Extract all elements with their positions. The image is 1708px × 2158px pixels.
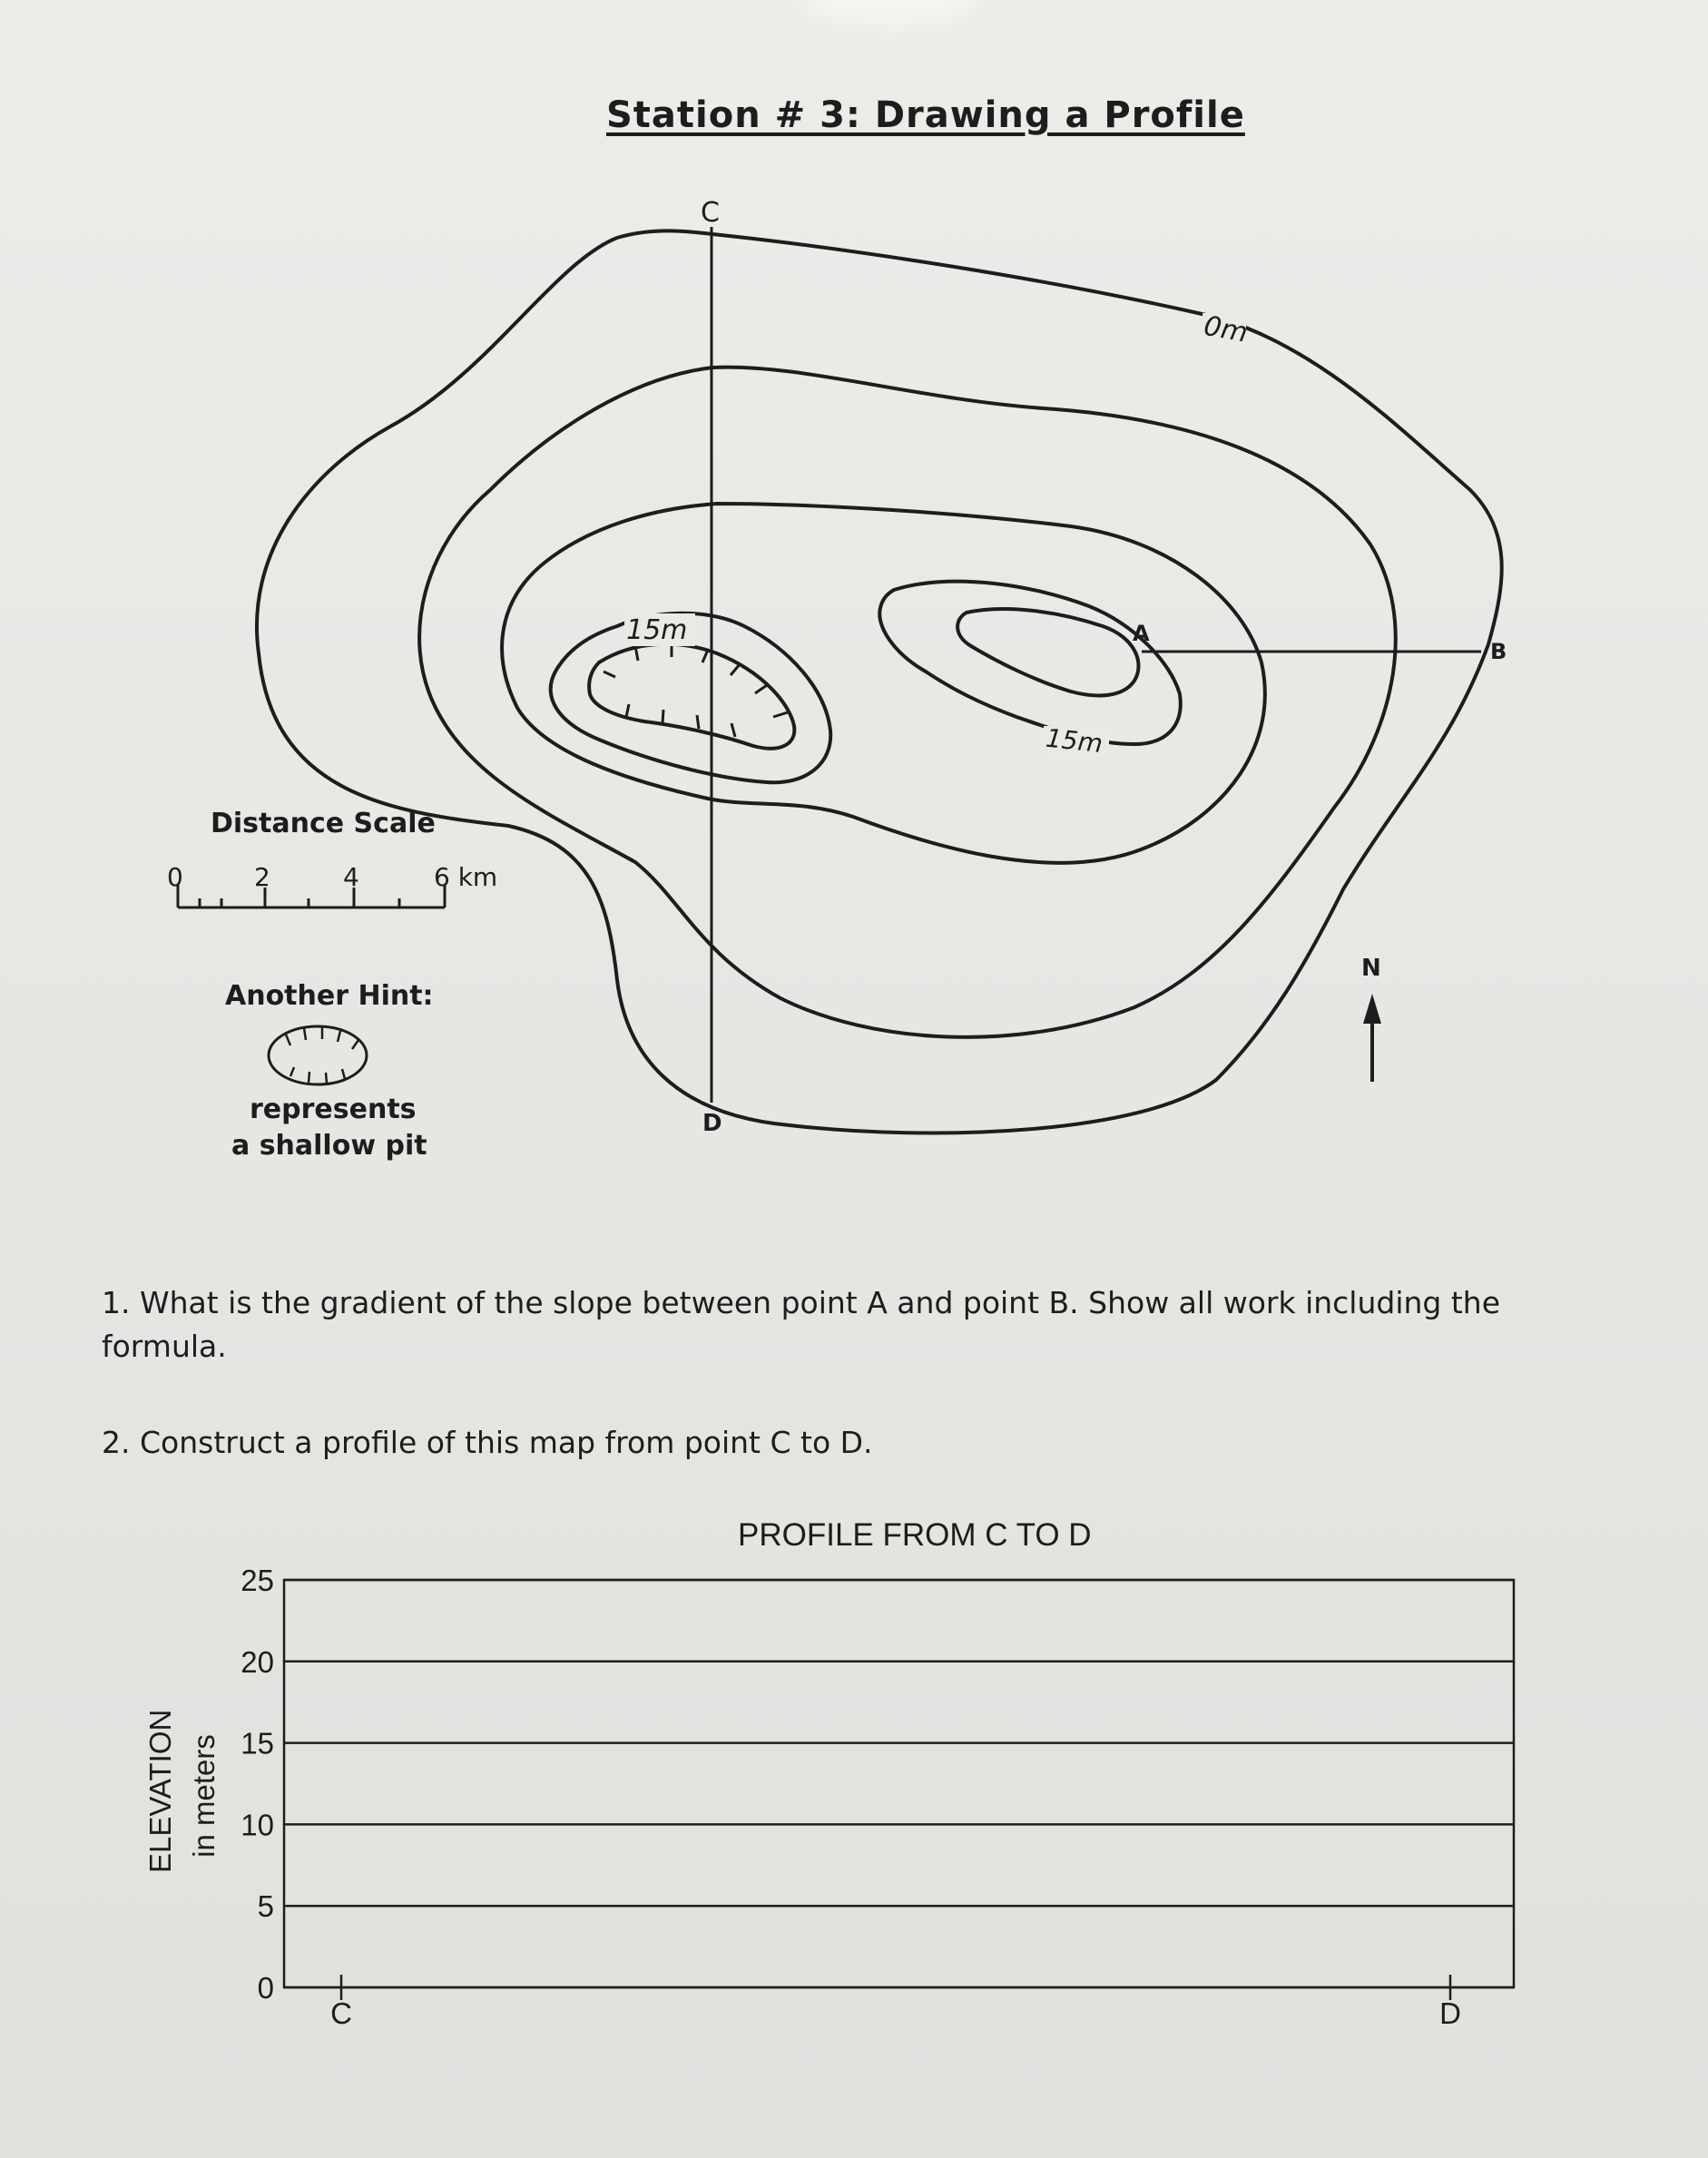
scale-tick-6: 6 km bbox=[434, 862, 498, 892]
point-d-label: D bbox=[702, 1110, 722, 1137]
question-1: 1. What is the gradient of the slope between point A and point B. Show all work including the formula. bbox=[102, 1285, 1501, 1364]
y-tick-label-15: 15 bbox=[240, 1726, 274, 1761]
x-endpoint-label-d: D bbox=[1439, 1996, 1461, 2030]
y-axis-sublabel: in meters bbox=[187, 1734, 221, 1858]
y-axis-label: ELEVATION bbox=[143, 1709, 177, 1873]
scale-tick-4: 4 bbox=[343, 862, 359, 892]
y-tick-label-5: 5 bbox=[257, 1889, 274, 1924]
scale-tick-0: 0 bbox=[167, 862, 183, 892]
y-tick-label-0: 0 bbox=[257, 1971, 274, 2005]
y-tick-label-10: 10 bbox=[240, 1808, 274, 1842]
scale-tick-2: 2 bbox=[254, 862, 270, 892]
contour-15m-right-label: 15m bbox=[1044, 722, 1104, 760]
x-endpoint-label-c: C bbox=[330, 1996, 352, 2030]
profile-chart-title: PROFILE FROM C TO D bbox=[738, 1517, 1092, 1553]
contour-15m-left-label: 15m bbox=[626, 614, 688, 646]
hint-line-1: represents bbox=[250, 1094, 417, 1125]
hint-line-2: a shallow pit bbox=[231, 1130, 427, 1162]
distance-scale-title: Distance Scale bbox=[211, 808, 436, 839]
y-tick-label-25: 25 bbox=[240, 1564, 274, 1597]
point-b-label: B bbox=[1490, 639, 1507, 664]
profile-grid bbox=[284, 1580, 1514, 1987]
y-tick-label-20: 20 bbox=[240, 1644, 274, 1679]
profile-frame bbox=[284, 1580, 1514, 1987]
north-label: N bbox=[1361, 955, 1381, 982]
contour-0m-label: 0m bbox=[1201, 309, 1251, 349]
point-c-label: C bbox=[701, 197, 720, 229]
point-a-label: A bbox=[1133, 621, 1150, 646]
worksheet-title: Station # 3: Drawing a Profile bbox=[606, 94, 1245, 136]
hint-title: Another Hint: bbox=[225, 980, 434, 1012]
profile-ticks bbox=[240, 1564, 274, 2005]
question-2: 2. Construct a profile of this map from point C to D. bbox=[102, 1425, 873, 1460]
